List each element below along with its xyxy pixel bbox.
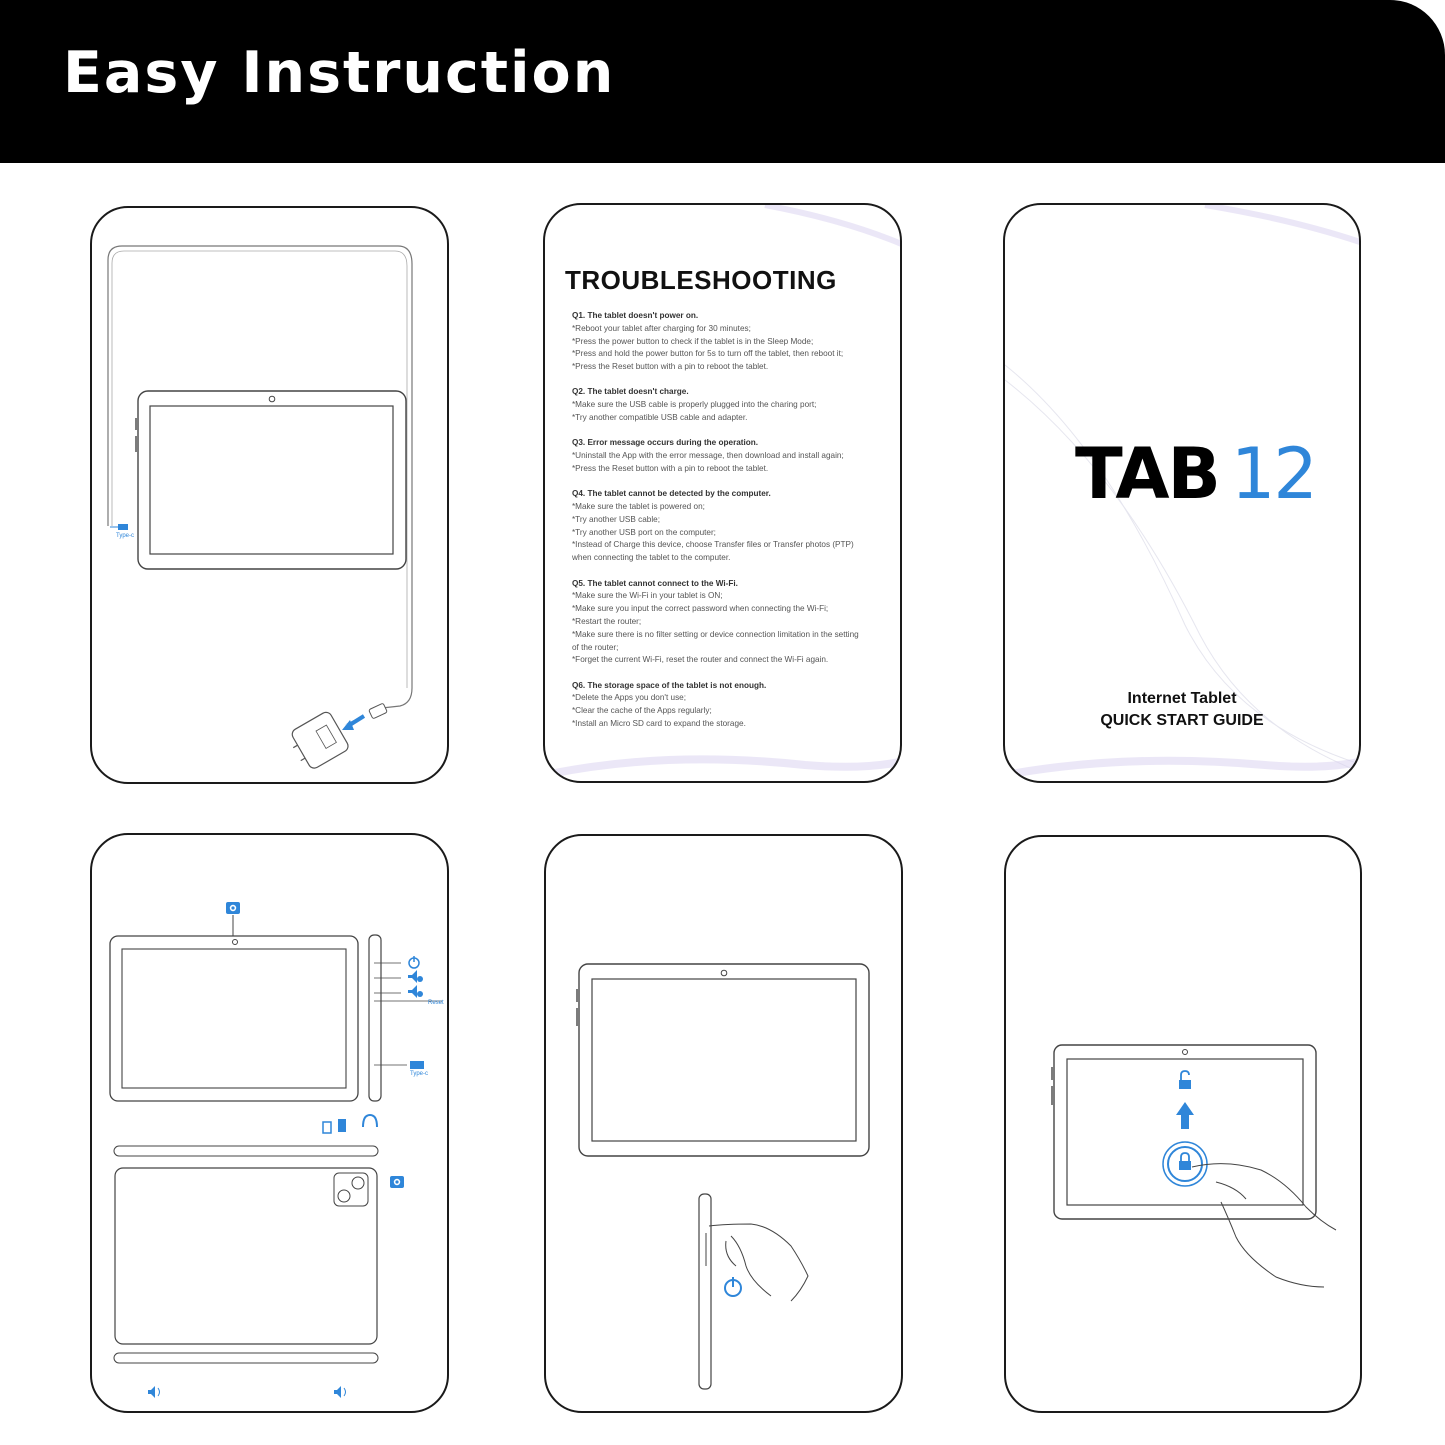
unlock-illustration: [1006, 837, 1362, 1413]
faq-answer-line: *Restart the router;: [572, 616, 642, 626]
faq-answer-line: *Install an Micro SD card to expand the storage.: [572, 719, 746, 729]
faq-answer-line: *Make sure there is no filter setting or device connection limitation in the setting: [572, 629, 859, 639]
faq-answer-line: when connecting the tablet to the computer.: [572, 553, 731, 563]
faq-question: Q1. The tablet doesn't power on.: [572, 311, 699, 320]
sim-card-icon: [338, 1119, 346, 1132]
faq-answer-line: *Clear the cache of the Apps regularly;: [572, 706, 712, 716]
troubleshooting-title: TROUBLESHOOTING: [565, 265, 837, 295]
faq-question: Q3. Error message occurs during the operation.: [572, 438, 759, 448]
faq-answer-line: *Forget the current Wi-Fi, reset the router and connect the Wi-Fi again.: [572, 655, 829, 665]
faq-answer-line: of the router;: [572, 642, 619, 652]
faq-answer-line: *Press the power button to check if the tablet is in the Sleep Mode;: [572, 336, 814, 346]
panel-unlock: [1004, 835, 1362, 1413]
faq-answer-line: *Press and hold the power button for 5s to turn off the tablet, then reboot it;: [572, 349, 844, 359]
sd-card-icon: [323, 1122, 331, 1133]
faq-item: [572, 488, 882, 565]
power-on-illustration: [546, 836, 903, 1413]
type-c-icon: [410, 1061, 424, 1069]
reset-label: Reset: [428, 1000, 444, 1006]
faq-answer-line: *Instead of Charge this device, choose Transfer files or Transfer photos (PTP): [572, 540, 854, 550]
rear-camera-icon: [390, 1176, 404, 1188]
faq-question: Q6. The storage space of the tablet is not enough.: [572, 680, 767, 690]
panel-troubleshooting: [543, 203, 902, 783]
brand-logo: [1075, 433, 1316, 515]
faq-list: [572, 310, 882, 743]
faq-answer-line: *Make sure the USB cable is properly plugged into the charing port;: [572, 400, 817, 410]
speaker-icon: [334, 1386, 346, 1398]
faq-item: [572, 310, 882, 374]
faq-answer-line: *Press the Reset button with a pin to reboot the tablet.: [572, 463, 769, 473]
faq-answer-line: *Make sure the Wi-Fi in your tablet is ON;: [572, 591, 723, 601]
faq-question: Q5. The tablet cannot connect to the Wi-Fi.: [572, 578, 738, 588]
panel-layout-diagram: [90, 833, 449, 1413]
panel-charging: [90, 206, 449, 784]
speaker-icon: [148, 1386, 160, 1398]
faq-item: [572, 680, 882, 731]
faq-answer-line: *Try another USB cable;: [572, 514, 660, 524]
cover-subtitle-1: Internet Tablet: [1127, 690, 1237, 707]
power-icon: [409, 956, 419, 968]
faq-answer-line: *Delete the Apps you don't use;: [572, 693, 686, 703]
charging-illustration: [92, 208, 449, 784]
cover-subtitle-2: QUICK START GUIDE: [1100, 712, 1264, 729]
headphone-icon: [363, 1115, 377, 1127]
brand-main: TAB: [1075, 433, 1219, 515]
header-banner: [0, 0, 1445, 163]
faq-answer-line: *Make sure the tablet is powered on;: [572, 502, 705, 512]
faq-answer-line: *Make sure you input the correct password when connecting the Wi-Fi;: [572, 604, 829, 614]
faq-item: [572, 578, 882, 668]
faq-answer-line: *Try another USB port on the computer;: [572, 527, 716, 537]
panel-cover: [1003, 203, 1361, 783]
faq-question: Q4. The tablet cannot be detected by the computer.: [572, 489, 771, 499]
faq-answer-line: *Press the Reset button with a pin to reboot the tablet.: [572, 362, 769, 372]
faq-answer-line: *Reboot your tablet after charging for 30 minutes;: [572, 323, 751, 333]
faq-answer-line: *Try another compatible USB cable and adapter.: [572, 413, 748, 423]
port-label: Type-c: [410, 1071, 429, 1077]
faq-question: Q2. The tablet doesn't charge.: [572, 387, 689, 397]
page-title: Easy Instruction: [63, 40, 616, 106]
faq-item: [572, 437, 882, 475]
layout-illustration: [92, 835, 449, 1413]
camera-icon: [226, 902, 240, 914]
faq-item: [572, 386, 882, 424]
port-label: Type-c: [116, 533, 135, 539]
panel-power-on: [544, 834, 903, 1413]
volume-up-icon: [408, 970, 423, 983]
power-icon: [725, 1277, 741, 1296]
faq-answer-line: *Uninstall the App with the error message, then download and install again;: [572, 451, 844, 461]
volume-down-icon: [408, 985, 423, 998]
brand-number: 12: [1230, 433, 1316, 515]
